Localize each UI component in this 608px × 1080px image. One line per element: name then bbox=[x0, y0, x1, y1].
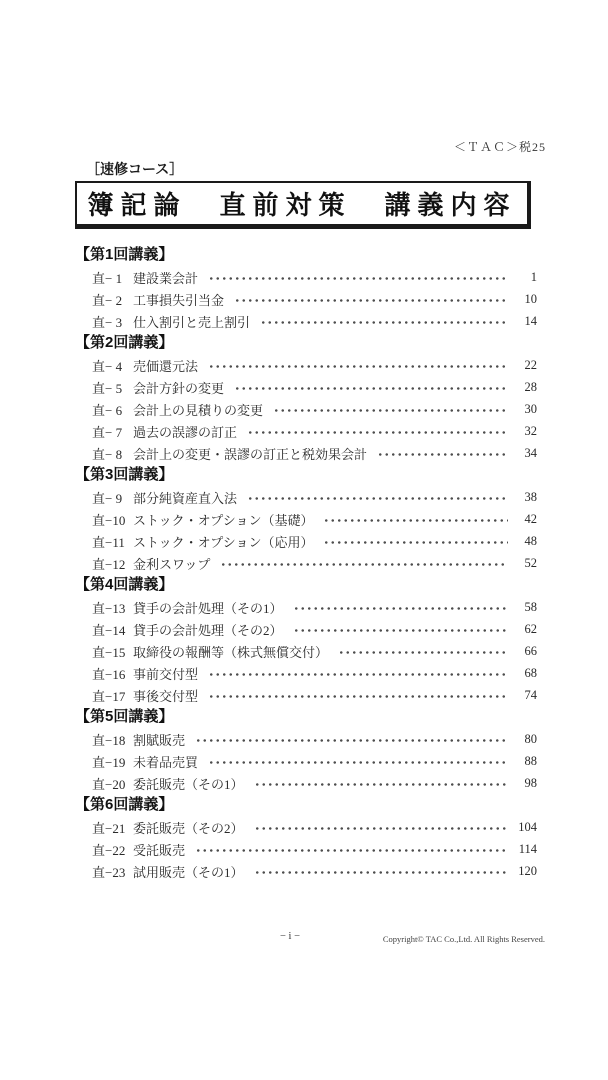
dot-leader bbox=[220, 562, 508, 567]
item-page-number: 32 bbox=[524, 423, 537, 438]
dot-leader bbox=[254, 826, 508, 831]
item-page-number: 114 bbox=[518, 841, 537, 856]
toc-section bbox=[75, 332, 537, 464]
item-title: 建設業会計 bbox=[133, 270, 199, 286]
item-page-number: 34 bbox=[524, 445, 537, 460]
dot-leader bbox=[208, 364, 508, 369]
item-page-number: 14 bbox=[524, 313, 537, 328]
item-page-number: 104 bbox=[518, 819, 537, 834]
item-title: 事前交付型 bbox=[133, 666, 199, 682]
toc-item bbox=[75, 728, 537, 750]
item-label: 直−10 bbox=[92, 512, 126, 528]
toc-item bbox=[75, 838, 537, 860]
toc-section bbox=[75, 574, 537, 706]
item-label: 直−18 bbox=[92, 732, 126, 748]
toc-section bbox=[75, 244, 537, 332]
toc-item bbox=[75, 750, 537, 772]
toc-item bbox=[75, 398, 537, 420]
dot-leader bbox=[338, 650, 508, 655]
section-heading: 【第2回講義】 bbox=[75, 334, 174, 351]
toc-item bbox=[75, 486, 537, 508]
toc-item bbox=[75, 860, 537, 882]
course-label: ［速修コース］ bbox=[86, 161, 184, 177]
dot-leader bbox=[323, 518, 508, 523]
page-title: 簿記論 直前対策 講義内容 bbox=[87, 190, 517, 220]
toc-item bbox=[75, 552, 537, 574]
item-title: 過去の誤謬の訂正 bbox=[133, 424, 238, 440]
item-page-number: 80 bbox=[524, 731, 537, 746]
item-label: 直−21 bbox=[92, 820, 126, 836]
dot-leader bbox=[254, 782, 508, 787]
title-box bbox=[75, 181, 531, 229]
dot-leader bbox=[195, 848, 508, 853]
dot-leader bbox=[195, 738, 508, 743]
item-title: 試用販売（その1） bbox=[133, 864, 244, 880]
item-label: 直− 5 bbox=[92, 380, 123, 396]
dot-leader bbox=[234, 386, 508, 391]
item-page-number: 1 bbox=[530, 269, 537, 284]
item-label: 直− 7 bbox=[92, 424, 123, 440]
section-heading: 【第4回講義】 bbox=[75, 576, 174, 593]
section-heading: 【第3回講義】 bbox=[75, 466, 174, 483]
item-label: 直− 6 bbox=[92, 402, 123, 418]
dot-leader bbox=[254, 870, 508, 875]
item-title: 未着品売買 bbox=[133, 754, 199, 770]
item-title: 会計上の変更・誤謬の訂正と税効果会計 bbox=[133, 446, 368, 462]
toc-section bbox=[75, 706, 537, 794]
item-page-number: 120 bbox=[518, 863, 537, 878]
toc-item bbox=[75, 684, 537, 706]
footer-copyright: Copyright© TAC Co.,Ltd. All Rights Reserved. bbox=[382, 934, 545, 944]
item-label: 直− 1 bbox=[92, 270, 123, 286]
dot-leader bbox=[208, 694, 508, 699]
toc-item bbox=[75, 420, 537, 442]
item-label: 直−17 bbox=[92, 688, 126, 704]
section-heading: 【第5回講義】 bbox=[75, 708, 174, 725]
item-title: 売価還元法 bbox=[133, 358, 199, 374]
toc-item bbox=[75, 354, 537, 376]
item-page-number: 30 bbox=[524, 401, 537, 416]
item-title: 委託販売（その2） bbox=[133, 820, 244, 836]
item-page-number: 52 bbox=[524, 555, 537, 570]
item-page-number: 74 bbox=[524, 687, 537, 702]
item-label: 直− 9 bbox=[92, 490, 123, 506]
item-label: 直− 3 bbox=[92, 314, 123, 330]
toc-item bbox=[75, 772, 537, 794]
item-title: 金利スワップ bbox=[133, 556, 211, 572]
item-title: ストック・オプション（応用） bbox=[133, 534, 314, 550]
item-label: 直−23 bbox=[92, 864, 126, 880]
item-label: 直−13 bbox=[92, 600, 126, 616]
item-title: 受託販売 bbox=[133, 842, 186, 858]
item-page-number: 22 bbox=[524, 357, 537, 372]
item-title: 割賦販売 bbox=[133, 732, 186, 748]
footer bbox=[75, 931, 545, 947]
item-page-number: 62 bbox=[524, 621, 537, 636]
item-title: 貸手の会計処理（その2） bbox=[133, 622, 283, 638]
item-page-number: 28 bbox=[524, 379, 537, 394]
dot-leader bbox=[208, 672, 508, 677]
item-title: 仕入割引と売上割引 bbox=[133, 314, 251, 330]
item-page-number: 58 bbox=[524, 599, 537, 614]
toc-item bbox=[75, 596, 537, 618]
footer-page-number: − i − bbox=[279, 931, 300, 942]
dot-leader bbox=[273, 408, 508, 413]
item-title: 委託販売（その1） bbox=[133, 776, 244, 792]
toc-section bbox=[75, 464, 537, 574]
item-label: 直−19 bbox=[92, 754, 126, 770]
section-heading: 【第1回講義】 bbox=[75, 246, 174, 263]
dot-leader bbox=[247, 496, 508, 501]
dot-leader bbox=[293, 628, 508, 633]
item-page-number: 66 bbox=[524, 643, 537, 658]
toc-item bbox=[75, 508, 537, 530]
item-page-number: 10 bbox=[524, 291, 537, 306]
item-label: 直−14 bbox=[92, 622, 126, 638]
toc-item bbox=[75, 530, 537, 552]
item-title: ストック・オプション（基礎） bbox=[133, 512, 314, 528]
dot-leader bbox=[208, 276, 508, 281]
item-title: 取締役の報酬等（株式無償交付） bbox=[133, 644, 329, 660]
toc-item bbox=[75, 618, 537, 640]
toc-item bbox=[75, 442, 537, 464]
dot-leader bbox=[208, 760, 508, 765]
item-title: 貸手の会計処理（その1） bbox=[133, 600, 283, 616]
toc-item bbox=[75, 640, 537, 662]
item-title: 会計上の見積りの変更 bbox=[133, 402, 264, 418]
toc-item bbox=[75, 662, 537, 684]
item-title: 事後交付型 bbox=[133, 688, 199, 704]
item-label: 直− 4 bbox=[92, 358, 123, 374]
dot-leader bbox=[234, 298, 508, 303]
dot-leader bbox=[323, 540, 508, 545]
toc bbox=[75, 244, 537, 882]
dot-leader bbox=[247, 430, 508, 435]
item-label: 直−22 bbox=[92, 842, 126, 858]
section-heading: 【第6回講義】 bbox=[75, 796, 174, 813]
item-title: 工事損失引当金 bbox=[133, 292, 225, 308]
item-title: 会計方針の変更 bbox=[133, 380, 225, 396]
header-stamp: ＜ＴＡＣ＞税25 bbox=[453, 140, 546, 154]
item-label: 直−20 bbox=[92, 776, 126, 792]
toc-item bbox=[75, 288, 537, 310]
item-label: 直− 2 bbox=[92, 292, 123, 308]
toc-section bbox=[75, 794, 537, 882]
dot-leader bbox=[377, 452, 508, 457]
item-label: 直−16 bbox=[92, 666, 126, 682]
toc-item bbox=[75, 376, 537, 398]
dot-leader bbox=[260, 320, 508, 325]
item-label: 直−15 bbox=[92, 644, 126, 660]
item-label: 直−12 bbox=[92, 556, 126, 572]
item-label: 直− 8 bbox=[92, 446, 123, 462]
item-page-number: 88 bbox=[524, 753, 537, 768]
item-page-number: 68 bbox=[524, 665, 537, 680]
item-page-number: 38 bbox=[524, 489, 537, 504]
dot-leader bbox=[293, 606, 508, 611]
item-page-number: 48 bbox=[524, 533, 537, 548]
toc-item bbox=[75, 266, 537, 288]
toc-item bbox=[75, 310, 537, 332]
item-page-number: 42 bbox=[524, 511, 537, 526]
item-label: 直−11 bbox=[92, 534, 125, 550]
item-title: 部分純資産直入法 bbox=[133, 490, 238, 506]
toc-item bbox=[75, 816, 537, 838]
item-page-number: 98 bbox=[524, 775, 537, 790]
